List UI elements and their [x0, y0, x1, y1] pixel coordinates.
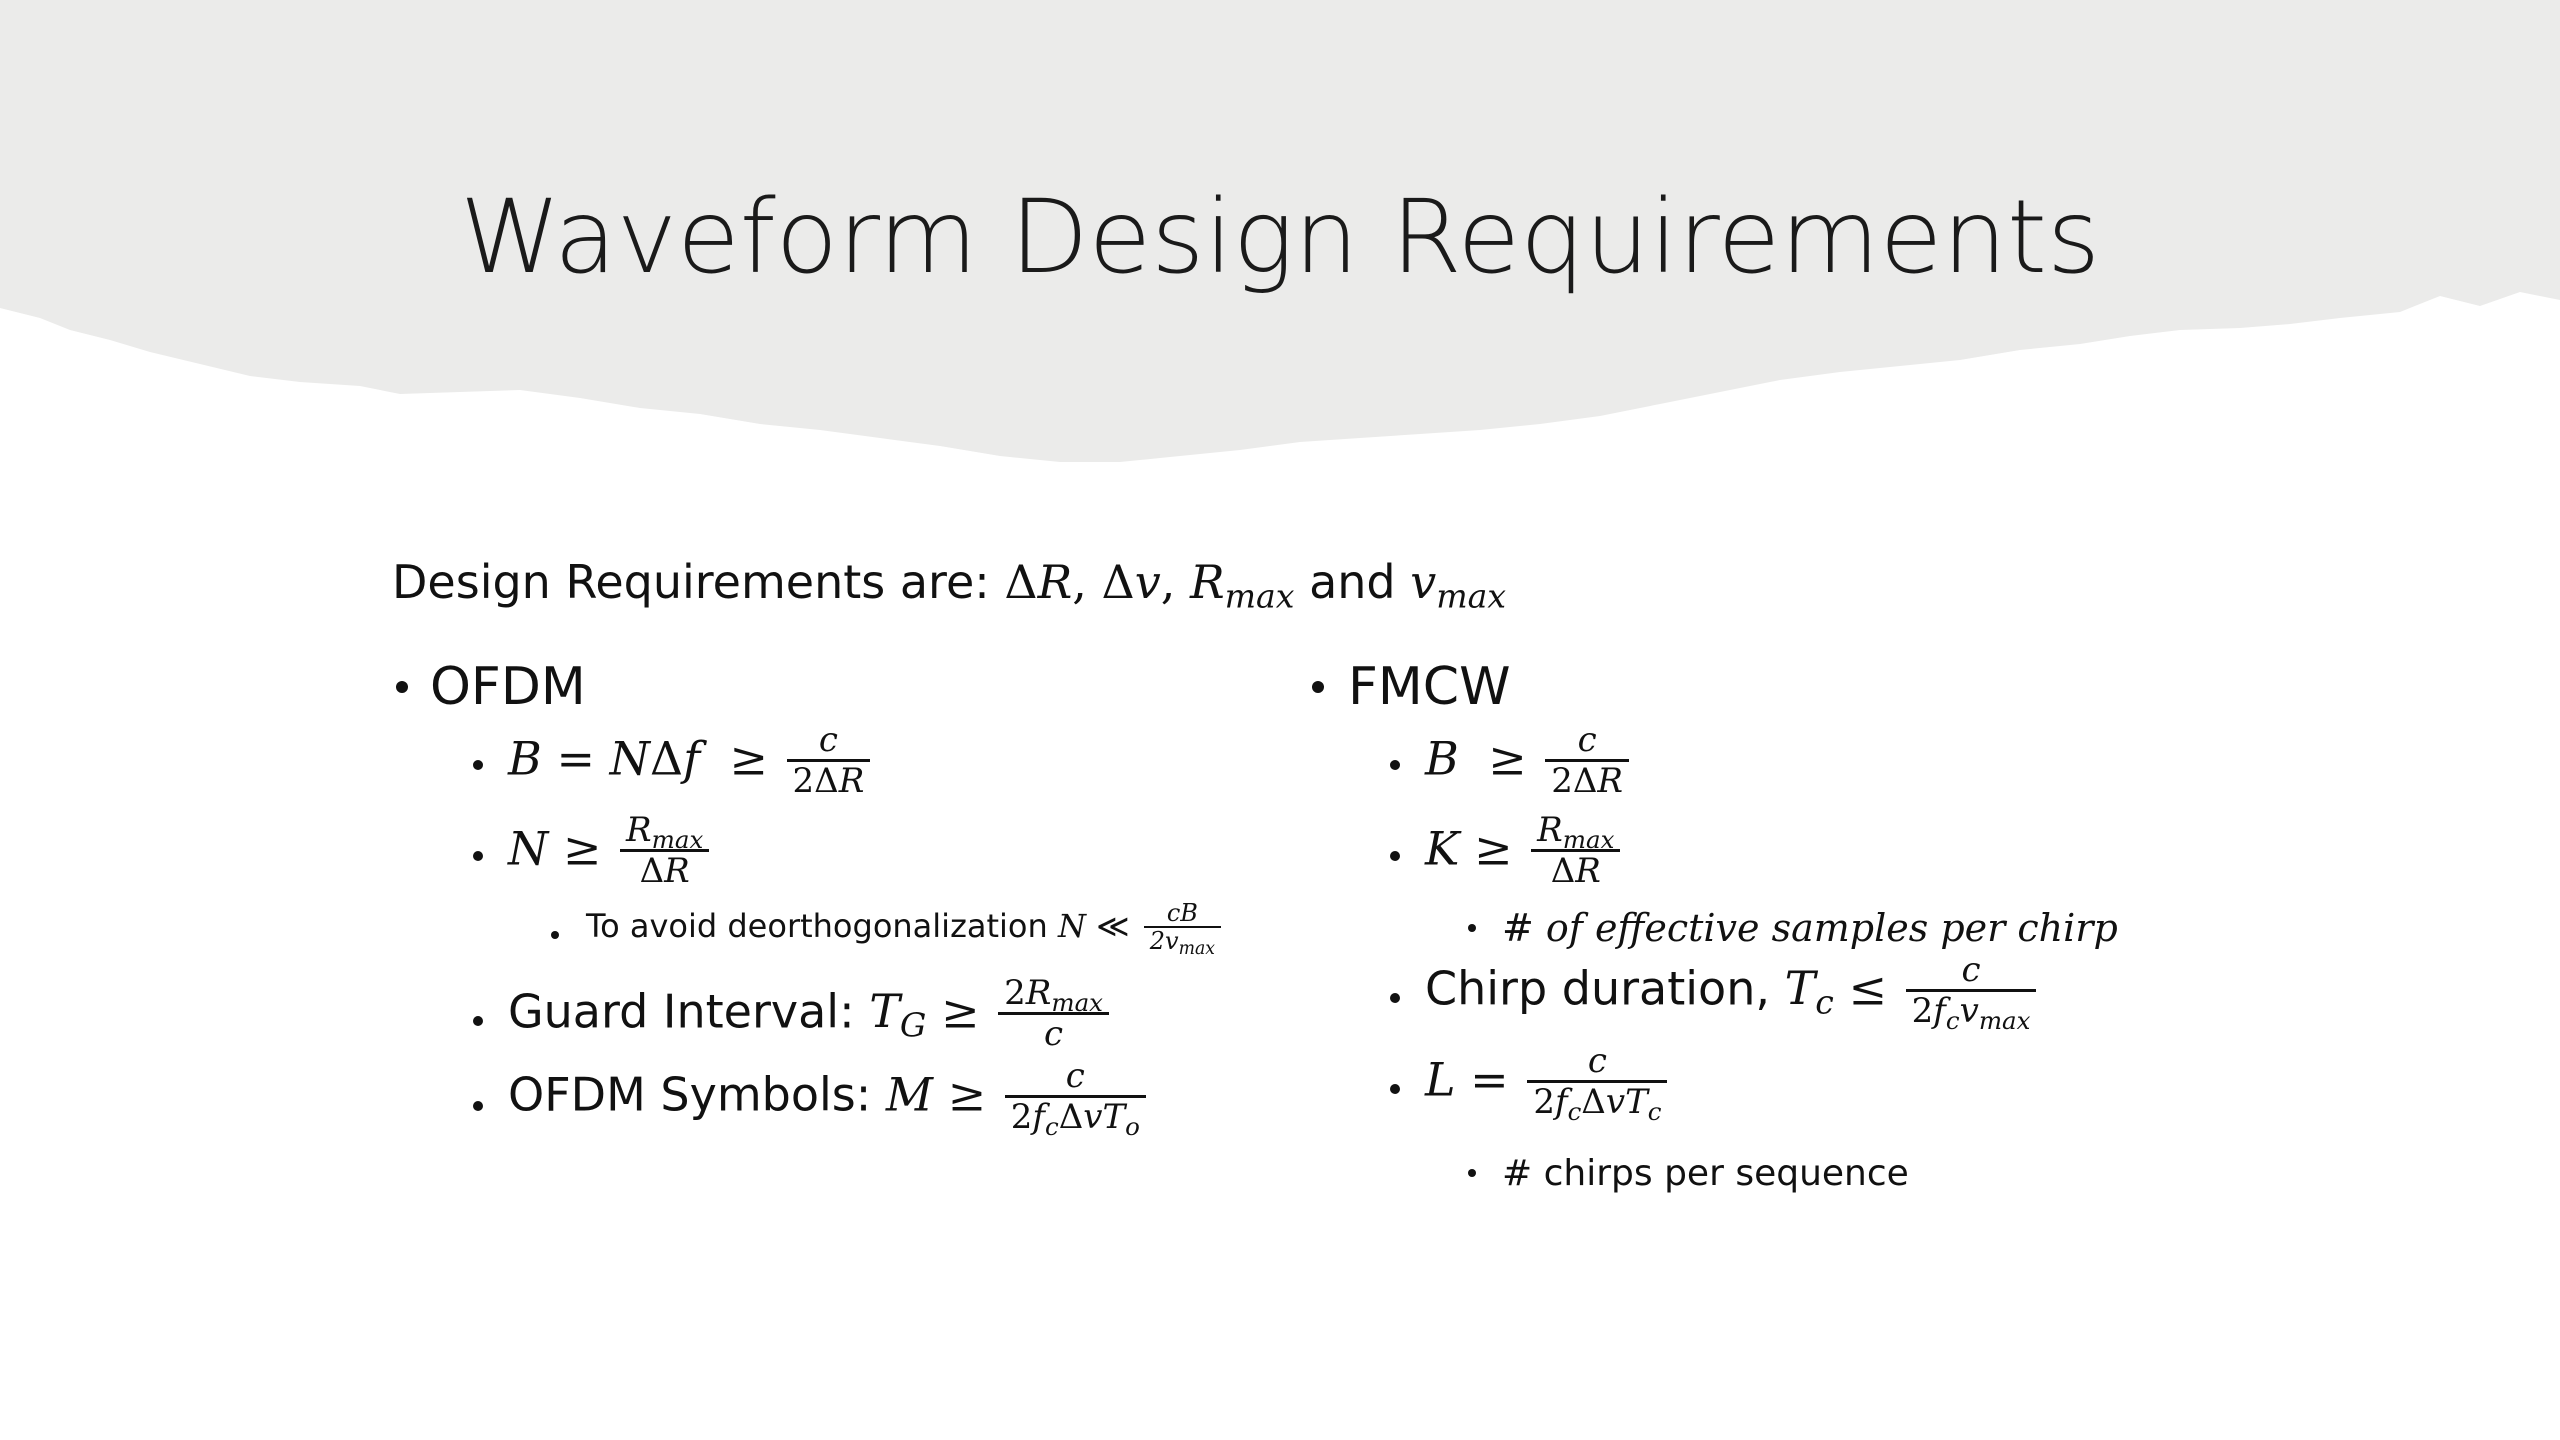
- ofdm-subcarriers-bullet: [473, 851, 483, 861]
- ofdm-symbols-formula: OFDM Symbols: M ≥ $\frac{c}{2f_c\Delta vT_o}$: [508, 1058, 1150, 1137]
- chirps-per-sequence-bullet: [1468, 1169, 1476, 1177]
- v-max-symbol: $v_{max}$: [1410, 555, 1507, 616]
- guard-interval-label: Guard Interval:: [508, 984, 855, 1039]
- chirps-per-sequence-note: # chirps per sequence: [1502, 1153, 1909, 1194]
- fmcw-samples-bullet: [1390, 851, 1400, 861]
- ofdm-symbols-bullet: [473, 1101, 483, 1111]
- effective-samples-bullet: [1468, 924, 1476, 932]
- fmcw-bandwidth-bullet: [1390, 760, 1400, 770]
- fmcw-samples-formula: K ≥ $\frac{R_{max}}{\Delta R}$: [1425, 812, 1624, 891]
- intro-and: and: [1309, 555, 1396, 609]
- ofdm-bullet: [396, 681, 408, 693]
- chirps-count-bullet: [1390, 1084, 1400, 1094]
- design-requirements-line: [392, 552, 1507, 616]
- chirp-duration-formula: Chirp duration, $T_c$ ≤ $\frac{c}{2f_cv_{max}}$: [1425, 952, 2040, 1031]
- delta-r-symbol: ΔR,: [1004, 555, 1087, 609]
- slide-title: Waveform Design Requirements: [459, 178, 2101, 297]
- guard-interval-bullet: [473, 1016, 483, 1026]
- intro-prefix: Design Requirements are:: [392, 555, 990, 609]
- chirp-duration-label: Chirp duration,: [1425, 961, 1770, 1016]
- ofdm-bandwidth-bullet: [473, 760, 483, 770]
- ofdm-subcarriers-formula: N ≥ $\frac{R_{max}}{\Delta R}$: [508, 812, 713, 891]
- deortho-formula: To avoid deorthogonalization N ≪ $\frac{cB}{2v_{max}}$: [586, 900, 1225, 956]
- ofdm-heading: OFDM: [430, 657, 586, 717]
- fmcw-bullet: [1312, 681, 1324, 693]
- r-max-symbol: $R_{max}$: [1190, 555, 1295, 616]
- effective-samples-note: # of effective samples per chirp: [1502, 906, 2118, 950]
- deortho-bullet: [551, 931, 559, 939]
- ofdm-bandwidth-formula: B = NΔf ≥ $\frac{c}{2\Delta R}$: [508, 722, 874, 801]
- deortho-text: To avoid deorthogonalization: [586, 907, 1048, 945]
- delta-v-symbol: Δv,: [1101, 555, 1176, 609]
- fmcw-heading: FMCW: [1348, 657, 1511, 717]
- ofdm-symbols-label: OFDM Symbols:: [508, 1067, 872, 1122]
- chirps-count-formula: L = $\frac{c}{2f_c\Delta vT_c}$: [1425, 1043, 1671, 1122]
- guard-interval-formula: Guard Interval: $T_G$ ≥ $\frac{2R_{max}}{c}$: [508, 975, 1113, 1054]
- chirp-duration-bullet: [1390, 993, 1400, 1003]
- fmcw-bandwidth-formula: B ≥ $\frac{c}{2\Delta R}$: [1425, 722, 1633, 801]
